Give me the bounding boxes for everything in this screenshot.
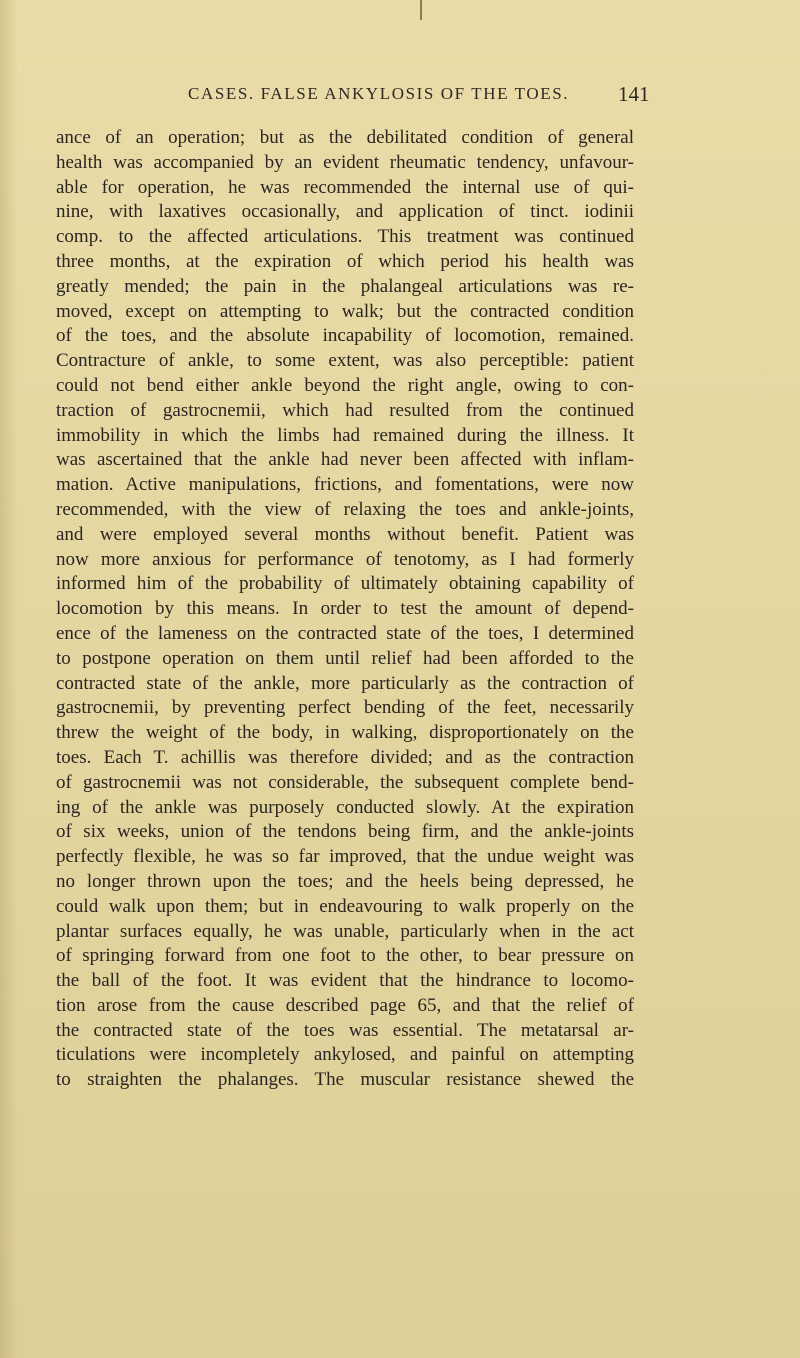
- text-line: no longer thrown upon the toes; and the heels being depressed, he: [56, 870, 634, 892]
- text-line: could not bend either ankle beyond the right angle, owing to con-: [56, 374, 634, 396]
- page-gutter-shadow: [0, 0, 18, 1358]
- text-line: moved, except on attempting to walk; but the contracted condition: [56, 300, 634, 322]
- text-line: locomotion by this means. In order to test the amount of depend-: [56, 598, 634, 620]
- text-line: to postpone operation on them until relief had been afforded to the: [56, 647, 634, 669]
- running-head: CASES. FALSE ANKYLOSIS OF THE TOES.: [188, 84, 570, 103]
- text-line: now more anxious for performance of tenotomy, as I had formerly: [56, 548, 634, 570]
- text-line: the ball of the foot. It was evident that the hindrance to locomo-: [56, 970, 634, 992]
- text-line: ance of an operation; but as the debilitated condition of general: [56, 127, 634, 148]
- text-line: mation. Active manipulations, frictions, and fomentations, were now: [56, 474, 634, 496]
- text-line: three months, at the expiration of which period his health was: [56, 250, 634, 272]
- text-line: and were employed several months without benefit. Patient was: [56, 523, 634, 545]
- text-line: plantar surfaces equally, he was unable, particularly when in the act: [56, 920, 634, 942]
- text-line: greatly mended; the pain in the phalangeal articulations was re-: [56, 275, 634, 297]
- text-line: tion arose from the cause described page 65, and that the relief of: [56, 994, 634, 1016]
- body-text: [56, 126, 634, 1093]
- text-line: ticulations were incompletely ankylosed, and painful on attempting: [56, 1044, 634, 1066]
- text-line: of six weeks, union of the tendons being firm, and the ankle-joints: [56, 821, 634, 843]
- text-line: contracted state of the ankle, more particularly as the contraction of: [56, 672, 634, 694]
- text-line: immobility in which the limbs had remained during the illness. It: [56, 424, 634, 446]
- text-line: the contracted state of the toes was essential. The metatarsal ar-: [56, 1019, 634, 1041]
- page-top-mark: [420, 0, 422, 20]
- text-line: to straighten the phalanges. The muscular resistance shewed the: [56, 1069, 634, 1091]
- text-line: informed him of the probability of ultimately obtaining capability of: [56, 573, 634, 595]
- text-line: recommended, with the view of relaxing the toes and ankle-joints,: [56, 498, 634, 520]
- text-line: comp. to the affected articulations. This treatment was continued: [56, 226, 634, 248]
- text-line: of springing forward from one foot to the other, to bear pressure on: [56, 945, 634, 967]
- text-line: could walk upon them; but in endeavouring to walk properly on the: [56, 895, 634, 917]
- text-line: threw the weight of the body, in walking, disproportionately on the: [56, 722, 634, 744]
- text-line: able for operation, he was recommended the internal use of qui-: [56, 176, 634, 198]
- page-header: [0, 82, 800, 112]
- text-line: ing of the ankle was purposely conducted slowly. At the expiration: [56, 796, 634, 818]
- text-line: of the toes, and the absolute incapability of locomotion, remained.: [56, 325, 634, 347]
- text-line: health was accompanied by an evident rheumatic tendency, unfavour-: [56, 151, 634, 173]
- text-line: Contracture of ankle, to some extent, was also perceptible: patient: [56, 350, 634, 372]
- text-line: traction of gastrocnemii, which had resulted from the continued: [56, 399, 634, 421]
- text-line: was ascertained that the ankle had never been affected with inflam-: [56, 449, 634, 471]
- text-line: ence of the lameness on the contracted state of the toes, I determined: [56, 622, 634, 644]
- text-line: nine, with laxatives occasionally, and application of tinct. iodinii: [56, 201, 634, 223]
- page-number: 141: [618, 82, 650, 106]
- text-line: toes. Each T. achillis was therefore divided; and as the contraction: [56, 746, 634, 768]
- text-line: of gastrocnemii was not considerable, the subsequent complete bend-: [56, 771, 634, 793]
- text-line: gastrocnemii, by preventing perfect bending of the feet, necessarily: [56, 697, 634, 719]
- text-line: perfectly flexible, he was so far improved, that the undue weight was: [56, 846, 634, 868]
